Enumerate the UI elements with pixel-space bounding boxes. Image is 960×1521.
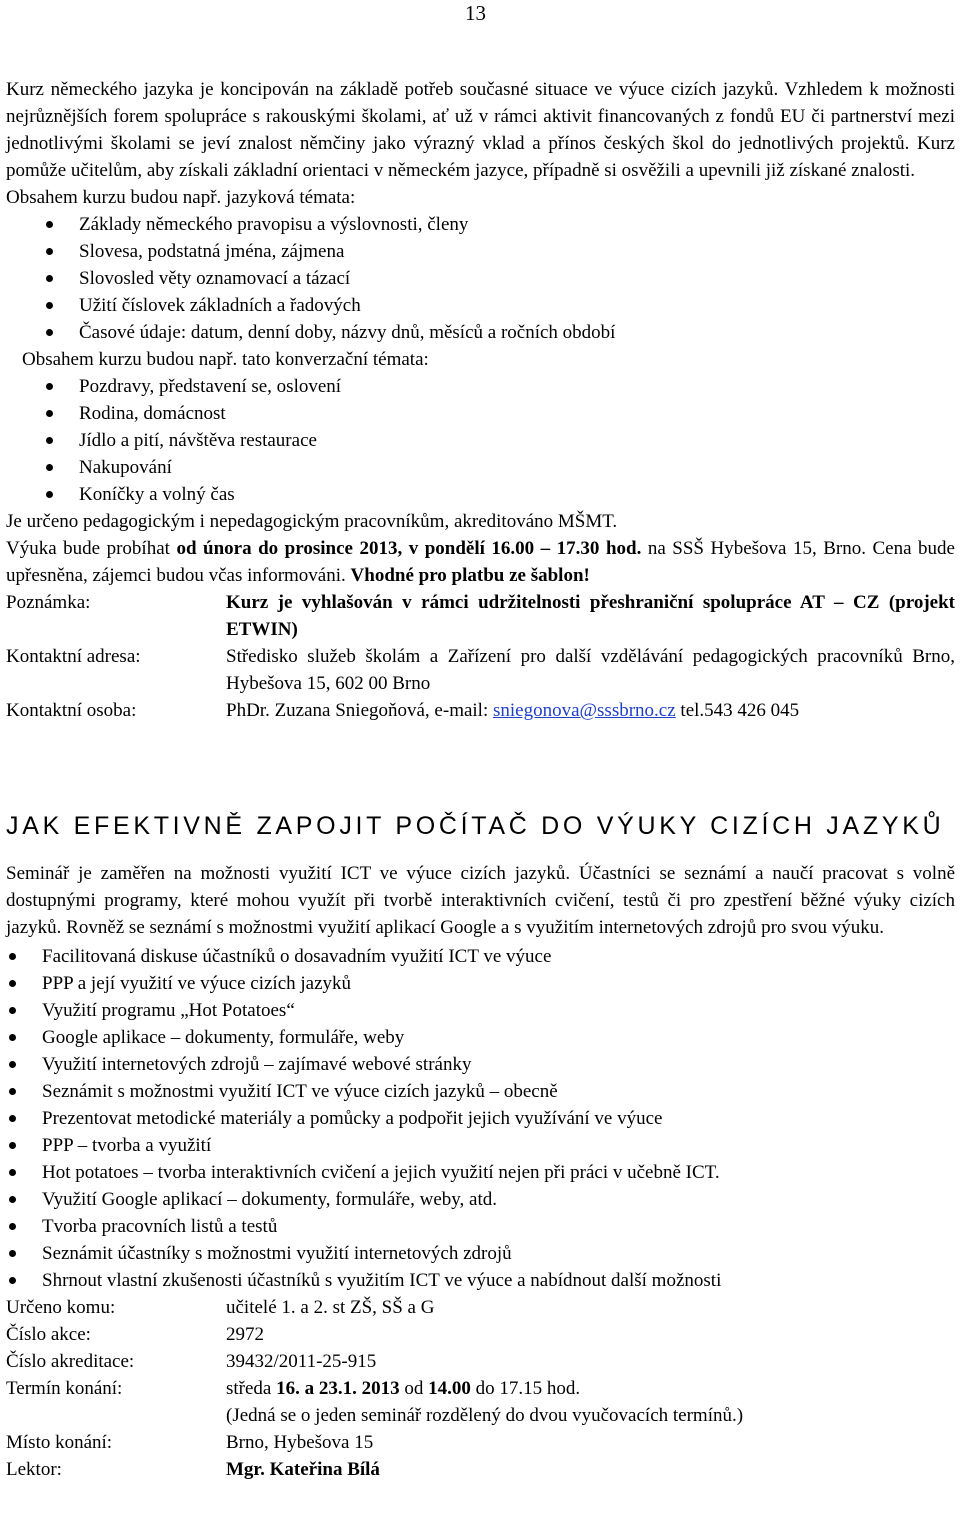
bullet-icon bbox=[9, 1034, 16, 1041]
list-item: Rodina, domácnost bbox=[6, 400, 955, 427]
page-number: 13 bbox=[465, 1, 486, 25]
bullet-icon bbox=[9, 1088, 16, 1095]
audience-line: Je určeno pedagogickým i nepedagogickým pracovníkům, akreditováno MŠMT. bbox=[6, 511, 618, 532]
list-item: PPP – tvorba a využití bbox=[6, 1132, 955, 1159]
contact-person-label: Kontaktní osoba: bbox=[6, 700, 137, 721]
bullet-icon bbox=[9, 1061, 16, 1068]
seminar-topics-list bbox=[6, 943, 955, 1294]
list-item: Seznámit s možnostmi využití ICT ve výuce cizích jazyků – obecně bbox=[6, 1078, 955, 1105]
place-value: Brno, Hybešova 15 bbox=[226, 1432, 374, 1453]
list-item: Využití Google aplikací – dokumenty, formuláře, weby, atd. bbox=[6, 1186, 955, 1213]
list-item: Základy německého pravopisu a výslovnosti, členy bbox=[6, 211, 955, 238]
conversation-topics-intro: Obsahem kurzu budou např. tato konverzační témata: bbox=[22, 349, 429, 370]
list-item: Koníčky a volný čas bbox=[6, 481, 955, 508]
german-course-paragraph: Kurz německého jazyka je koncipován na základě potřeb současné situace ve výuce cizích jazyků. Vzhledem k možnosti nejrůznějších forem spolupráce s rakouskými školami, ať už v rámci aktivit financovaných z fondů EU či partnerství mezi jednotlivými školami se jeví znalost němčiny jako výrazný vklad a přínos českých škol do jednotlivých projektů. Kurz pomůže učitelům, aby získali základní orientaci v německém jazyce, případně si osvěžili a upevnili již získané znalosti. bbox=[6, 79, 955, 181]
bullet-icon bbox=[9, 1007, 16, 1014]
list-item: Jídlo a pití, návštěva restaurace bbox=[6, 427, 955, 454]
action-number-row bbox=[6, 1321, 955, 1348]
list-item: Facilitovaná diskuse účastníků o dosavadním využití ICT ve výuce bbox=[6, 943, 955, 970]
list-item: Pozdravy, představení se, oslovení bbox=[6, 373, 955, 400]
note-value: Kurz je vyhlašován v rámci udržitelnosti přeshraniční spolupráce AT – CZ (projekt ETWIN) bbox=[226, 592, 955, 640]
note-label: Poznámka: bbox=[6, 592, 91, 613]
accreditation-value: 39432/2011-25-915 bbox=[226, 1351, 377, 1372]
bullet-icon bbox=[46, 491, 53, 498]
list-item: Hot potatoes – tvorba interaktivních cvičení a jejich využití nejen při práci v učebně ICT. bbox=[6, 1159, 955, 1186]
list-item: Seznámit účastníky s možnostmi využití internetových zdrojů bbox=[6, 1240, 955, 1267]
conversation-topics-list bbox=[6, 373, 955, 508]
list-item: Nakupování bbox=[6, 454, 955, 481]
list-item: Shrnout vlastní zkušenosti účastníků s využitím ICT ve výuce a nabídnout další možnosti bbox=[6, 1267, 955, 1294]
date-value: středa 16. a 23.1. 2013 od 14.00 do 17.15 hod. (Jedná se o jeden seminář rozdělený do dvou vyučovacích termínů.) bbox=[226, 1375, 955, 1429]
bullet-icon bbox=[9, 980, 16, 987]
address-value: Středisko služeb školám a Zařízení pro další vzdělávání pedagogických pracovníků Brno, Hybešova 15, 602 00 Brno bbox=[226, 646, 955, 694]
bullet-icon bbox=[46, 410, 53, 417]
email-link[interactable]: sniegonova@sssbrno.cz bbox=[493, 700, 676, 721]
bullet-icon bbox=[46, 329, 53, 336]
language-topics-list bbox=[6, 211, 955, 346]
bullet-icon bbox=[46, 302, 53, 309]
bullet-icon bbox=[9, 1169, 16, 1176]
lector-value: Mgr. Kateřina Bílá bbox=[226, 1459, 380, 1480]
list-item: PPP a její využití ve výuce cizích jazyků bbox=[6, 970, 955, 997]
language-topics-intro: Obsahem kurzu budou např. jazyková témata: bbox=[6, 187, 356, 208]
german-course-section bbox=[6, 76, 955, 724]
bullet-icon bbox=[9, 1223, 16, 1230]
action-number-value: 2972 bbox=[226, 1324, 264, 1345]
address-label: Kontaktní adresa: bbox=[6, 646, 141, 667]
list-item: Slovosled věty oznamovací a tázací bbox=[6, 265, 955, 292]
seminar-heading: JAK EFEKTIVNĚ ZAPOJIT POČÍTAČ DO VÝUKY CIZÍCH JAZYKŮ bbox=[6, 812, 945, 840]
list-item: Časové údaje: datum, denní doby, názvy dnů, měsíců a ročních období bbox=[6, 319, 955, 346]
address-row bbox=[6, 643, 955, 697]
place-label: Místo konání: bbox=[6, 1432, 113, 1453]
bullet-icon bbox=[9, 953, 16, 960]
list-item: Užití číslovek základních a řadových bbox=[6, 292, 955, 319]
accreditation-label: Číslo akreditace: bbox=[6, 1351, 135, 1372]
contact-person-row bbox=[6, 697, 955, 724]
date-label: Termín konání: bbox=[6, 1378, 123, 1399]
bullet-icon bbox=[9, 1250, 16, 1257]
list-item: Prezentovat metodické materiály a pomůcky a podpořit jejich využívání ve výuce bbox=[6, 1105, 955, 1132]
list-item: Využití programu „Hot Potatoes“ bbox=[6, 997, 955, 1024]
audience-row bbox=[6, 1294, 955, 1321]
bullet-icon bbox=[46, 275, 53, 282]
bullet-icon bbox=[9, 1277, 16, 1284]
date-row bbox=[6, 1375, 955, 1429]
bullet-icon bbox=[46, 383, 53, 390]
list-item: Google aplikace – dokumenty, formuláře, weby bbox=[6, 1024, 955, 1051]
audience-value: učitelé 1. a 2. st ZŠ, SŠ a G bbox=[226, 1297, 435, 1318]
bullet-icon bbox=[9, 1115, 16, 1122]
lector-label: Lektor: bbox=[6, 1459, 62, 1480]
bullet-icon bbox=[46, 437, 53, 444]
bullet-icon bbox=[46, 221, 53, 228]
note-row bbox=[6, 589, 955, 643]
accreditation-row bbox=[6, 1348, 955, 1375]
lector-row bbox=[6, 1456, 955, 1483]
date-note: (Jedná se o jeden seminář rozdělený do dvou vyučovacích termínů.) bbox=[226, 1405, 744, 1426]
bullet-icon bbox=[46, 464, 53, 471]
bullet-icon bbox=[9, 1196, 16, 1203]
place-row bbox=[6, 1429, 955, 1456]
bullet-icon bbox=[46, 248, 53, 255]
action-number-label: Číslo akce: bbox=[6, 1324, 91, 1345]
contact-person-value: PhDr. Zuzana Sniegoňová, e-mail: sniegonova@sssbrno.cz tel.543 426 045 bbox=[226, 700, 800, 721]
seminar-paragraph: Seminář je zaměřen na možnosti využití ICT ve výuce cizích jazyků. Účastníci se seznámí a naučí pracovat s volně dostupnými programy, které mohou využít při tvorbě interaktivních cvičení, testů či pro zpestření běžné výuky cizích jazyků. Rovněž se seznámí s možnostmi využití aplikací Google a s využitím internetových zdrojů pro svou výuku. bbox=[6, 863, 955, 938]
list-item: Slovesa, podstatná jména, zájmena bbox=[6, 238, 955, 265]
schedule-paragraph: Výuka bude probíhat od února do prosince 2013, v pondělí 16.00 – 17.30 hod. na SSŠ Hybešova 15, Brno. Cena bude upřesněna, zájemci budou včas informováni. Vhodné pro platbu ze šablon! bbox=[6, 538, 955, 586]
list-item: Tvorba pracovních listů a testů bbox=[6, 1213, 955, 1240]
seminar-section bbox=[6, 860, 955, 1483]
list-item: Využití internetových zdrojů – zajímavé webové stránky bbox=[6, 1051, 955, 1078]
audience-label: Určeno komu: bbox=[6, 1297, 116, 1318]
bullet-icon bbox=[9, 1142, 16, 1149]
